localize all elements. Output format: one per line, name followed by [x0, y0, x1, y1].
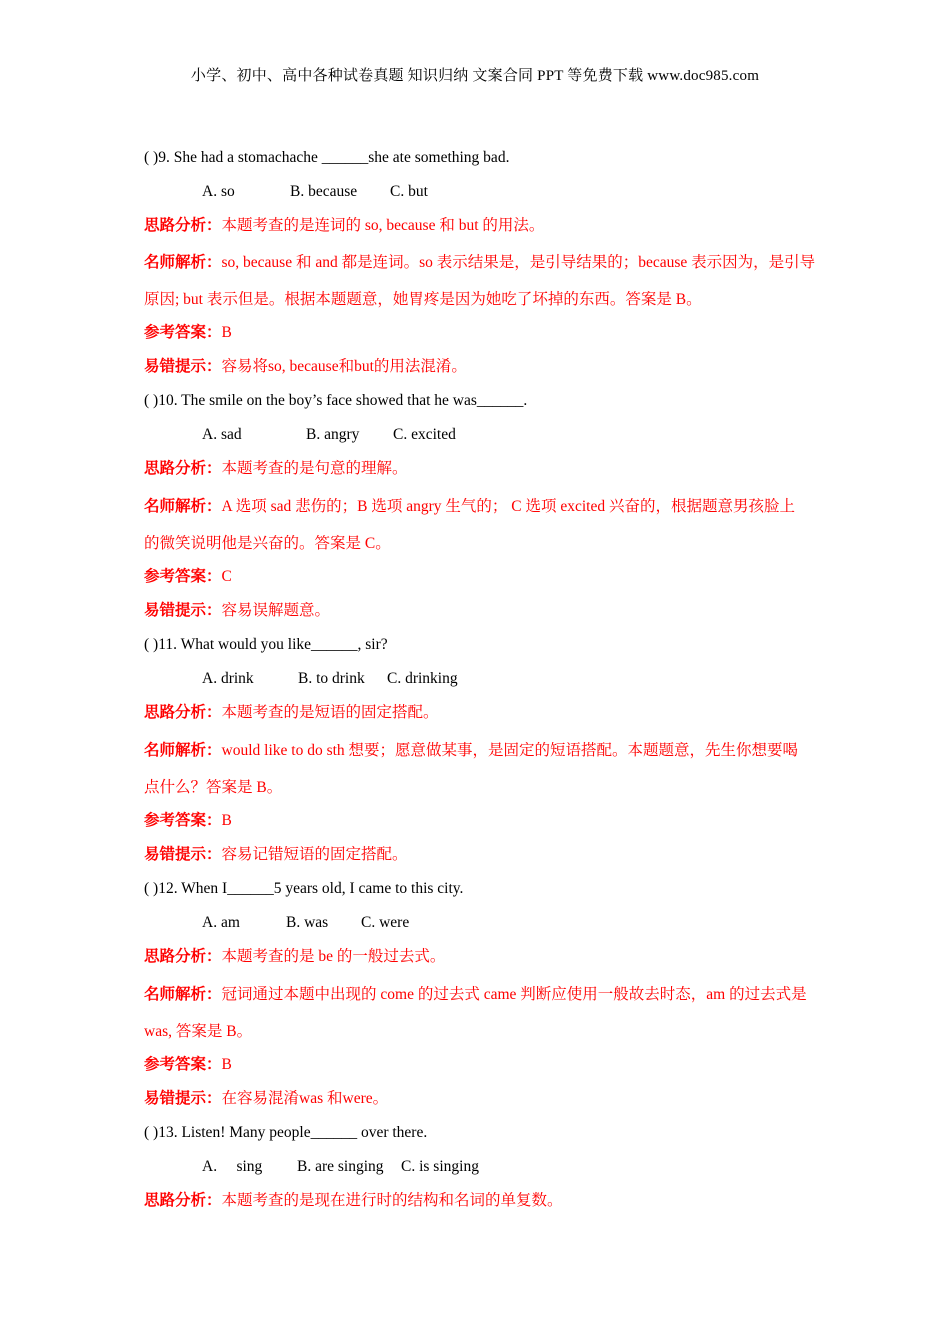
analysis-label: 思路分析： [144, 460, 222, 477]
tip-label: 易错提示： [144, 846, 222, 863]
question-9 [144, 143, 824, 386]
explain-block [144, 976, 810, 1050]
tip-text: 容易将so, because和but的用法混淆。 [221, 358, 467, 375]
tip-label: 易错提示： [144, 1090, 222, 1107]
option-c: C. were [361, 914, 410, 931]
analysis-text: 本题考查的是 be 的一般过去式。 [221, 948, 446, 965]
analysis-line [144, 211, 824, 245]
option-a: A. am [202, 914, 240, 931]
answer-text: C [221, 568, 232, 585]
question-list [144, 143, 824, 1220]
tip-line [144, 596, 824, 630]
analysis-line [144, 698, 824, 732]
analysis-label: 思路分析： [144, 948, 222, 965]
analysis-label: 思路分析： [144, 1192, 222, 1209]
options-row [144, 177, 824, 211]
answer-label: 参考答案： [144, 1056, 222, 1073]
analysis-line [144, 454, 824, 488]
explain-label: 名师解析： [144, 498, 222, 515]
option-c: C. drinking [387, 670, 458, 687]
analysis-line [144, 942, 824, 976]
explain-text: 冠词通过本题中出现的 come 的过去式 came 判断应使用一般故去时态，am 的过去式是 was, 答案是 B。 [144, 986, 807, 1040]
option-b: B. because [290, 183, 358, 200]
question-11 [144, 630, 824, 874]
options-row [144, 908, 824, 942]
answer-line [144, 562, 824, 596]
answer-text: B [221, 812, 232, 829]
analysis-text: 本题考查的是句意的理解。 [221, 460, 408, 477]
tip-line [144, 1084, 824, 1118]
explain-block [144, 244, 820, 318]
question-stem: ( )11. What would you like______, sir? [144, 636, 388, 653]
option-a: A. sad [202, 426, 242, 443]
explain-label: 名师解析： [144, 742, 222, 759]
answer-label: 参考答案： [144, 812, 222, 829]
answer-line [144, 806, 824, 840]
question-stem: ( )9. She had a stomachache ______she ate something bad. [144, 149, 510, 166]
question-10 [144, 386, 824, 630]
tip-label: 易错提示： [144, 602, 222, 619]
analysis-label: 思路分析： [144, 217, 222, 234]
tip-text: 容易记错短语的固定搭配。 [221, 846, 408, 863]
answer-line [144, 318, 824, 352]
answer-text: B [221, 324, 232, 341]
question-stem: ( )10. The smile on the boy’s face showed that he was______. [144, 392, 528, 409]
answer-label: 参考答案： [144, 568, 222, 585]
analysis-text: 本题考查的是现在进行时的结构和名词的单复数。 [221, 1192, 563, 1209]
option-c: C. is singing [401, 1158, 479, 1175]
options-row [144, 1152, 824, 1186]
answer-label: 参考答案： [144, 324, 222, 341]
tip-line [144, 840, 824, 874]
tip-label: 易错提示： [144, 358, 222, 375]
option-c: C. but [390, 183, 428, 200]
explain-text: A 选项 sad 悲伤的；B 选项 angry 生气的； C 选项 excited 兴奋的，根据题意男孩脸上的微笑说明他是兴奋的。答案是 C。 [144, 498, 795, 552]
question-stem: ( )13. Listen! Many people______ over there. [144, 1124, 428, 1141]
answer-text: B [221, 1056, 232, 1073]
option-a: A. drink [202, 670, 254, 687]
option-b: B. to drink [298, 670, 365, 687]
options-row [144, 664, 824, 698]
tip-text: 在容易混淆was 和were。 [221, 1090, 389, 1107]
analysis-text: 本题考查的是短语的固定搭配。 [221, 704, 439, 721]
option-b: B. was [286, 914, 329, 931]
analysis-line [144, 1186, 824, 1220]
tip-line [144, 352, 824, 386]
option-c: C. excited [393, 426, 456, 443]
option-b: B. angry [306, 426, 360, 443]
question-13 [144, 1118, 824, 1220]
options-row [144, 420, 824, 454]
question-12 [144, 874, 824, 1118]
explain-block [144, 732, 810, 806]
explain-label: 名师解析： [144, 254, 222, 271]
option-b: B. are singing [297, 1158, 384, 1175]
analysis-label: 思路分析： [144, 704, 222, 721]
tip-text: 容易误解题意。 [221, 602, 331, 619]
explain-text: would like to do sth 想要；愿意做某事，是固定的短语搭配。本题题意，先生你想要喝点什么？答案是 B。 [144, 742, 799, 796]
question-stem: ( )12. When I______5 years old, I came to this city. [144, 880, 464, 897]
option-a: A. sing [202, 1158, 263, 1175]
explain-block [144, 488, 810, 562]
option-a: A. so [202, 183, 235, 200]
analysis-text: 本题考查的是连词的 so, because 和 but 的用法。 [221, 217, 545, 234]
page-header: 小学、初中、高中各种试卷真题 知识归纳 文案合同 PPT 等免费下载 www.doc985.com [190, 68, 760, 84]
answer-line [144, 1050, 824, 1084]
explain-label: 名师解析： [144, 986, 222, 1003]
explain-text: so, because 和 and 都是连词。so 表示结果是，是引导结果的；because 表示因为，是引导原因; but 表示但是。根据本题题意，她胃疼是因为她吃了坏掉的东西。答案是 B。 [144, 254, 816, 308]
